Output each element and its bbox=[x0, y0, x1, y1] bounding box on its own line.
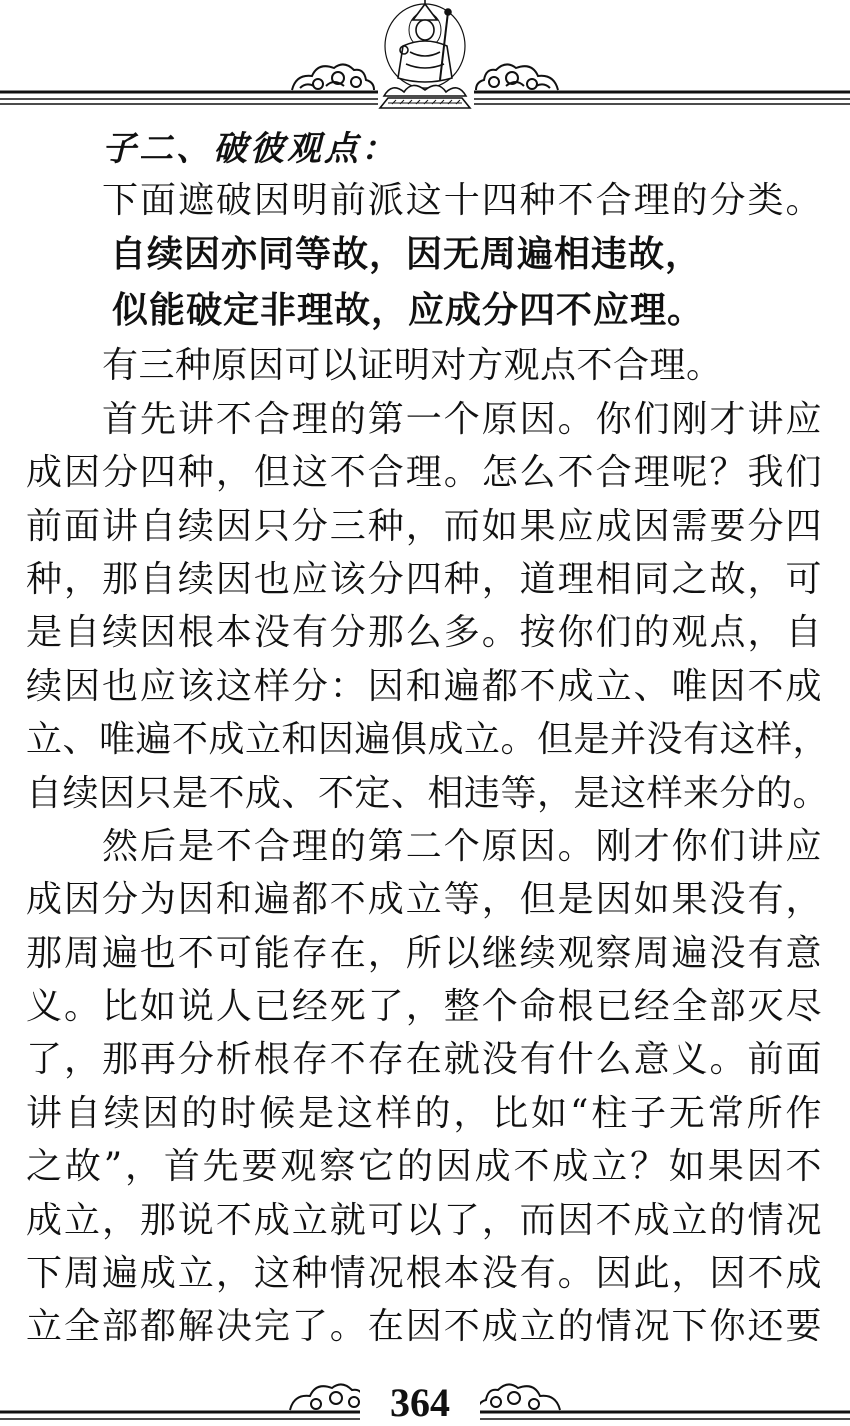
verse-line: 自续因亦同等故，因无周遍相违故， bbox=[110, 234, 703, 276]
intro-line: 下面遮破因明前派这十四种不合理的分类。 bbox=[102, 180, 822, 221]
paragraph-line: 成因分四种，但这不合理。怎么不合理呢？我们 bbox=[26, 452, 822, 494]
verse-line: 似能破定非理故，应成分四不应理。 bbox=[112, 290, 705, 332]
page-header bbox=[0, 0, 850, 112]
paragraph-line: 首先讲不合理的第一个原因。你们刚才讲应 bbox=[102, 398, 822, 440]
cloud-scroll-icon bbox=[478, 1384, 560, 1410]
paragraph-line: 之故”，首先要观察它的因成不成立？如果因不 bbox=[26, 1146, 822, 1188]
paragraph-line: 种，那自续因也应该分四种，道理相同之故，可 bbox=[26, 558, 822, 600]
cloud-scroll-icon bbox=[292, 64, 374, 90]
page-number: 364 bbox=[360, 1380, 480, 1426]
paragraph-line: 义。比如说人已经死了，整个命根已经全部灭尽 bbox=[26, 986, 822, 1028]
paragraph-line: 成立，那说不成立就可以了，而因不成立的情况 bbox=[26, 1199, 822, 1241]
paragraph-line: 成因分为因和遍都不成立等，但是因如果没有， bbox=[26, 879, 822, 921]
cloud-scroll-icon bbox=[476, 64, 558, 90]
paragraph-line: 然后是不合理的第二个原因。刚才你们讲应 bbox=[102, 825, 822, 867]
paragraph-line: 下周遍成立，这种情况根本没有。因此，因不成 bbox=[26, 1253, 822, 1295]
paragraph-line: 是自续因根本没有分那么多。按你们的观点，自 bbox=[26, 612, 822, 654]
paragraph-2 bbox=[26, 820, 822, 1354]
paragraph-1 bbox=[26, 393, 830, 820]
page-content bbox=[26, 124, 830, 1354]
section-heading: 子二、破彼观点： bbox=[102, 129, 398, 169]
summary-line: 有三种原因可以证明对方观点不合理。 bbox=[102, 345, 723, 387]
page-footer bbox=[0, 1372, 850, 1426]
paragraph-line: 前面讲自续因只分三种，而如果应成因需要分四 bbox=[26, 505, 822, 547]
header-ornament bbox=[0, 0, 850, 112]
paragraph-line: 讲自续因的时候是这样的，比如“柱子无常所作 bbox=[26, 1092, 822, 1134]
paragraph-line: 了，那再分析根存不存在就没有什么意义。前面 bbox=[26, 1039, 822, 1081]
paragraph-line: 那周遍也不可能存在，所以继续观察周遍没有意 bbox=[26, 932, 822, 974]
paragraph-line: 立、唯遍不成立和因遍俱成立。但是并没有这样， bbox=[26, 719, 830, 761]
deity-figure-icon bbox=[380, 0, 470, 108]
paragraph-line: 续因也应该这样分：因和遍都不成立、唯因不成 bbox=[26, 665, 822, 707]
paragraph-line: 立全部都解决完了。在因不成立的情况下你还要 bbox=[26, 1306, 822, 1348]
paragraph-line: 自续因只是不成、不定、相违等，是这样来分的。 bbox=[26, 772, 830, 814]
